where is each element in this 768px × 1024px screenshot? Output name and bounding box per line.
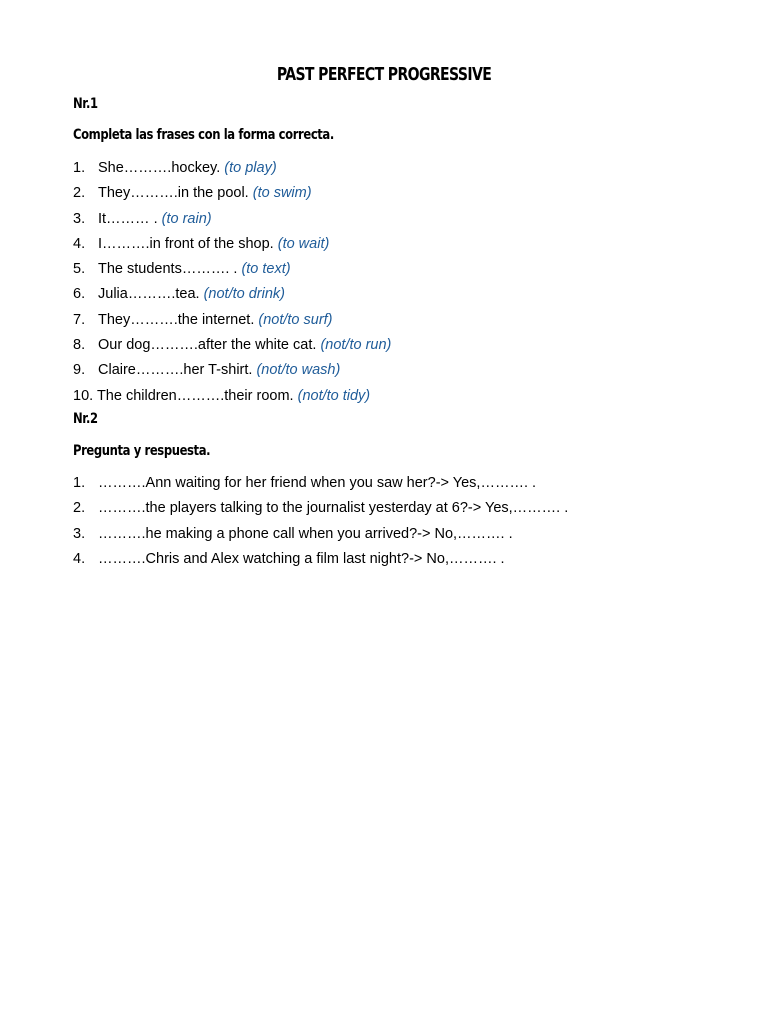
verb-hint: (to play) <box>224 160 277 176</box>
list-item <box>73 159 391 184</box>
exercise-2-list <box>73 474 568 575</box>
item-number: 4. <box>73 550 86 567</box>
verb-hint: (to text) <box>241 261 291 278</box>
section-2-instruction: Pregunta y respuesta. <box>73 443 211 459</box>
item-text: ……….Ann waiting for her friend when you saw her?-> Yes,………. . <box>98 475 537 491</box>
item-number: 3. <box>73 210 86 227</box>
item-text: ……….the players talking to the journalist yesterday at 6?-> Yes,………. . <box>98 500 569 517</box>
list-item <box>73 210 391 235</box>
item-text: She……….hockey. <box>98 160 225 176</box>
item-number: 8. <box>73 337 86 354</box>
list-item <box>73 387 391 412</box>
list-item <box>73 184 391 209</box>
item-text: I……….in front of the shop. <box>98 235 278 252</box>
item-number: 6. <box>73 286 86 303</box>
item-number: 1. <box>73 160 86 176</box>
list-item <box>73 499 568 524</box>
verb-hint: (not/to surf) <box>258 311 333 328</box>
verb-hint: (to wait) <box>277 235 330 252</box>
list-item <box>73 336 391 361</box>
list-item <box>73 474 568 499</box>
page-title: PAST PERFECT PROGRESSIVE <box>276 64 492 85</box>
list-item <box>73 525 568 550</box>
item-number: 10. <box>73 387 94 404</box>
item-number: 9. <box>73 362 86 379</box>
item-number: 2. <box>73 185 86 202</box>
list-item <box>73 285 391 310</box>
list-item <box>73 311 391 336</box>
item-text: They……….the internet. <box>98 311 259 328</box>
item-number: 7. <box>73 311 86 328</box>
item-text: They……….in the pool. <box>98 185 253 202</box>
verb-hint: (not/to run) <box>320 337 392 354</box>
item-number: 3. <box>73 525 86 542</box>
item-text: It……… . <box>98 210 162 227</box>
item-number: 4. <box>73 235 86 252</box>
list-item <box>73 550 568 575</box>
section-1-instruction: Completa las frases con la forma correcta. <box>73 127 334 143</box>
section-1-label: Nr.1 <box>73 96 98 112</box>
list-item <box>73 260 391 285</box>
verb-hint: (not/to wash) <box>256 362 341 379</box>
exercise-1-list <box>73 159 391 412</box>
item-text: ……….Chris and Alex watching a film last night?-> No,………. . <box>98 550 505 567</box>
verb-hint: (to rain) <box>161 210 212 227</box>
item-text: Our dog……….after the white cat. <box>98 337 321 354</box>
item-text: Julia……….tea. <box>98 286 204 303</box>
list-item <box>73 235 391 260</box>
verb-hint: (to swim) <box>252 185 312 202</box>
item-text: The children……….their room. <box>96 387 298 404</box>
list-item <box>73 361 391 386</box>
item-number: 5. <box>73 261 86 278</box>
verb-hint: (not/to tidy) <box>297 387 371 404</box>
item-number: 2. <box>73 500 86 517</box>
item-text: The students………. . <box>98 261 242 278</box>
item-text: ……….he making a phone call when you arrived?-> No,………. . <box>98 525 513 542</box>
item-text: Claire……….her T-shirt. <box>98 362 257 379</box>
verb-hint: (not/to drink) <box>203 286 285 303</box>
item-number: 1. <box>73 475 86 491</box>
section-2-label: Nr.2 <box>73 411 98 427</box>
